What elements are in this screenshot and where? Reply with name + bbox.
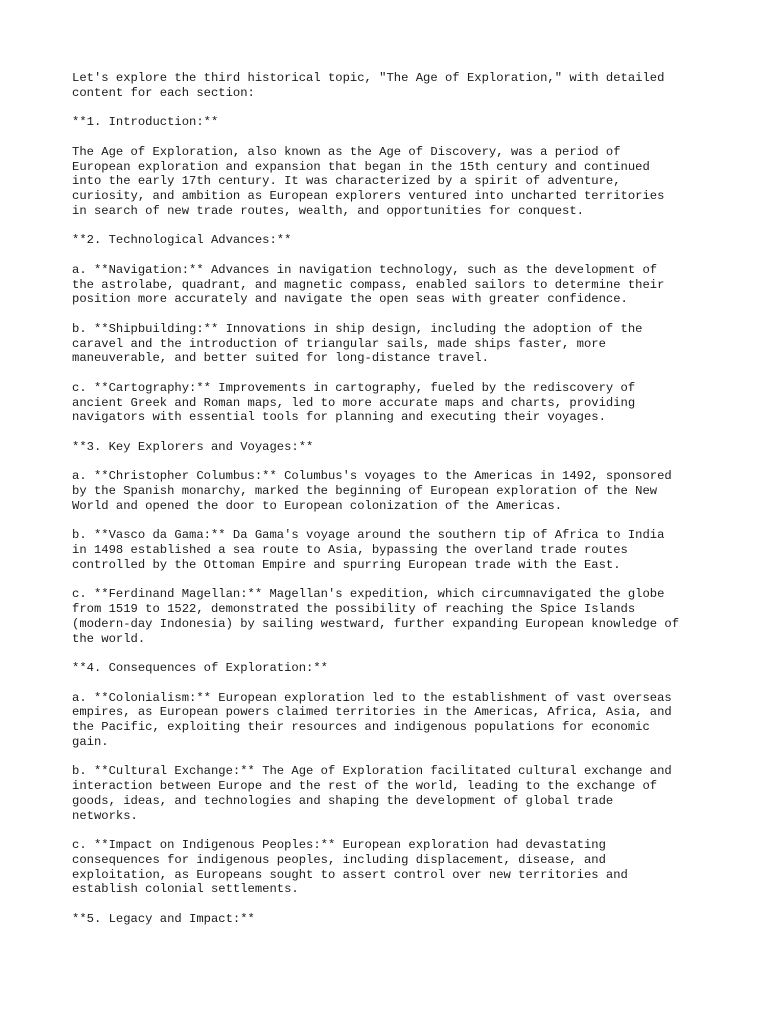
magellan-paragraph: c. **Ferdinand Magellan:** Magellan's expedition, which circumnavigated the globe from 1519 to 1522, demonstrated the possibility of reaching the Spice Islands (modern-day Indonesia) by sailing westward, further expanding European knowledge of the world. [72, 587, 680, 646]
paragraph-gap [72, 750, 728, 765]
paragraph-gap [72, 455, 728, 470]
paragraph-gap [72, 366, 728, 381]
paragraph-gap [72, 130, 728, 145]
introduction-paragraph: The Age of Exploration, also known as the Age of Discovery, was a period of European exploration and expansion that began in the 15th century and continued into the early 17th century. It was characterized by a spirit of adventure, curiosity, and ambition as European explorers ventured into uncharted territories in search of new trade routes, wealth, and opportunities for conquest. [72, 144, 665, 218]
navigation-paragraph: a. **Navigation:** Advances in navigation technology, such as the development of the astrolabe, quadrant, and magnetic compass, enabled sailors to determine their position more accurately and navigate the open seas with greater confidence. [72, 262, 665, 307]
paragraph-gap [72, 676, 728, 691]
paragraph-gap [72, 219, 728, 234]
paragraph-gap [72, 101, 728, 116]
indigenous-peoples-paragraph: c. **Impact on Indigenous Peoples:** European exploration had devastating consequences for indigenous peoples, including displacement, disease, and exploitation, as Europeans sought to assert control over new territories and establish colonial settlements. [72, 838, 628, 897]
paragraph-gap [72, 897, 728, 912]
cultural-exchange-paragraph: b. **Cultural Exchange:** The Age of Exploration facilitated cultural exchange and interaction between Europe and the rest of the world, leading to the exchange of goods, ideas, and technologies and shaping the development of global trade networks. [72, 764, 672, 823]
section-heading-technological-advances: **2. Technological Advances:** [72, 233, 292, 248]
intro-sentence: Let's explore the third historical topic, "The Age of Exploration," with detailed content for each section: [72, 71, 665, 100]
shipbuilding-paragraph: b. **Shipbuilding:** Innovations in ship design, including the adoption of the caravel and the introduction of triangular sails, made ships faster, more maneuverable, and better suited for long-distance travel. [72, 321, 643, 366]
paragraph-gap [72, 573, 728, 588]
paragraph-gap [72, 425, 728, 440]
paragraph-gap [72, 248, 728, 263]
paragraph-gap [72, 646, 728, 661]
paragraph-gap [72, 307, 728, 322]
section-heading-introduction: **1. Introduction:** [72, 115, 219, 130]
paragraph-gap [72, 514, 728, 529]
section-heading-consequences: **4. Consequences of Exploration:** [72, 661, 328, 675]
da-gama-paragraph: b. **Vasco da Gama:** Da Gama's voyage around the southern tip of Africa to India in 1498 established a sea route to Asia, bypassing the overland trade routes controlled by the Ottoman Empire and spurring European trade with the East. [72, 528, 665, 572]
paragraph-gap [72, 823, 728, 838]
section-heading-key-explorers: **3. Key Explorers and Voyages:** [72, 439, 314, 454]
colonialism-paragraph: a. **Colonialism:** European exploration led to the establishment of vast overseas empires, as European powers claimed territories in the Americas, Africa, Asia, and the Pacific, exploiting their resources and indigenous populations for economic gain. [72, 690, 672, 749]
columbus-paragraph: a. **Christopher Columbus:** Columbus's voyages to the Americas in 1492, sponsored by the Spanish monarchy, marked the beginning of European exploration of the New World and opened the door to European colonization of the Americas. [72, 469, 672, 513]
cartography-paragraph: c. **Cartography:** Improvements in cartography, fueled by the rediscovery of ancient Greek and Roman maps, led to more accurate maps and charts, providing navigators with essential tools for planning and executing their voyages. [72, 380, 636, 425]
section-heading-legacy: **5. Legacy and Impact:** [72, 911, 255, 926]
